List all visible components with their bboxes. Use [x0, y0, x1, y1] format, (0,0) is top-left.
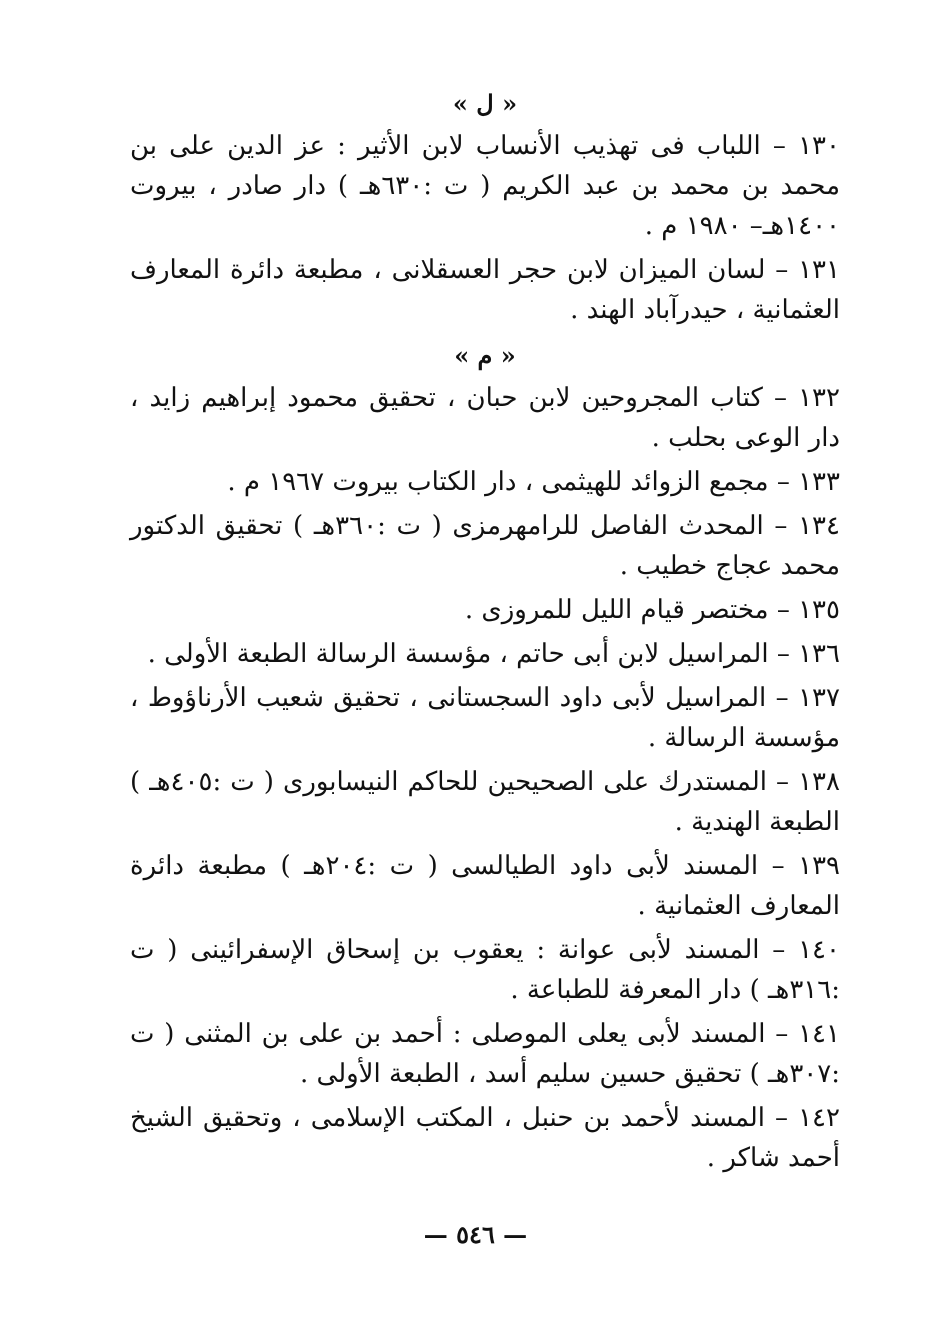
bibliography-entry-142: ١٤٢ – المسند لأحمد بن حنبل ، المكتب الإسلامى ، وتحقيق الشيخ أحمد شاكر .	[130, 1103, 840, 1173]
bibliography-entry-136: ١٣٦ – المراسيل لابن أبى حاتم ، مؤسسة الرسالة الطبعة الأولى .	[147, 639, 840, 669]
page-body	[130, 82, 840, 1178]
bibliography-entry-135: ١٣٥ – مختصر قيام الليل للمروزى .	[464, 595, 840, 625]
bibliography-entry-139: ١٣٩ – المسند لأبى داود الطيالسى ( ت :٢٠٤هـ ) مطبعة دائرة المعارف العثمانية .	[130, 851, 841, 921]
bibliography-entry-137: ١٣٧ – المراسيل لأبى داود السجستانى ، تحقيق شعيب الأرناؤوط ، مؤسسة الرسالة .	[130, 683, 840, 753]
page-number: — ٥٤٦ —	[423, 1220, 528, 1249]
bibliography-entry-130: ١٣٠ – اللباب فى تهذيب الأنساب لابن الأثير : عز الدين على بن محمد بن محمد بن عبد الكريم ( ت :٦٣٠هـ ) دار صادر ، بيروت ١٤٠٠هـ– ١٩٨٠ م .	[130, 131, 841, 241]
bibliography-entry-140: ١٤٠ – المسند لأبى عوانة : يعقوب بن إسحاق الإسفرائينى ( ت :٣١٦هـ ) دار المعرفة للطباعة .	[130, 935, 840, 1005]
bibliography-entry-134: ١٣٤ – المحدث الفاصل للرامهرمزى ( ت :٣٦٠هـ ) تحقيق الدكتور محمد عجاج خطيب .	[130, 511, 840, 581]
bibliography-entry-138: ١٣٨ – المستدرك على الصحيحين للحاكم النيسابورى ( ت :٤٠٥هـ ) الطبعة الهندية .	[130, 767, 840, 837]
bibliography-entry-131: ١٣١ – لسان الميزان لابن حجر العسقلانى ، مطبعة دائرة المعارف العثمانية ، حيدرآباد الهند .	[130, 255, 840, 325]
bibliography-entry-133: ١٣٣ – مجمع الزوائد للهيثمى ، دار الكتاب بيروت ١٩٦٧ م .	[227, 467, 840, 497]
bibliography-entry-132: ١٣٢ – كتاب المجروحين لابن حبان ، تحقيق محمود إبراهيم زايد ، دار الوعى بحلب .	[130, 383, 840, 453]
bibliography-entry-141: ١٤١ – المسند لأبى يعلى الموصلى : أحمد بن على بن المثنى ( ت :٣٠٧هـ ) تحقيق حسين سليم أسد ، الطبعة الأولى .	[130, 1019, 840, 1089]
section-heading-lam: « ل »	[452, 89, 518, 118]
section-heading-mim: « م »	[454, 341, 516, 370]
